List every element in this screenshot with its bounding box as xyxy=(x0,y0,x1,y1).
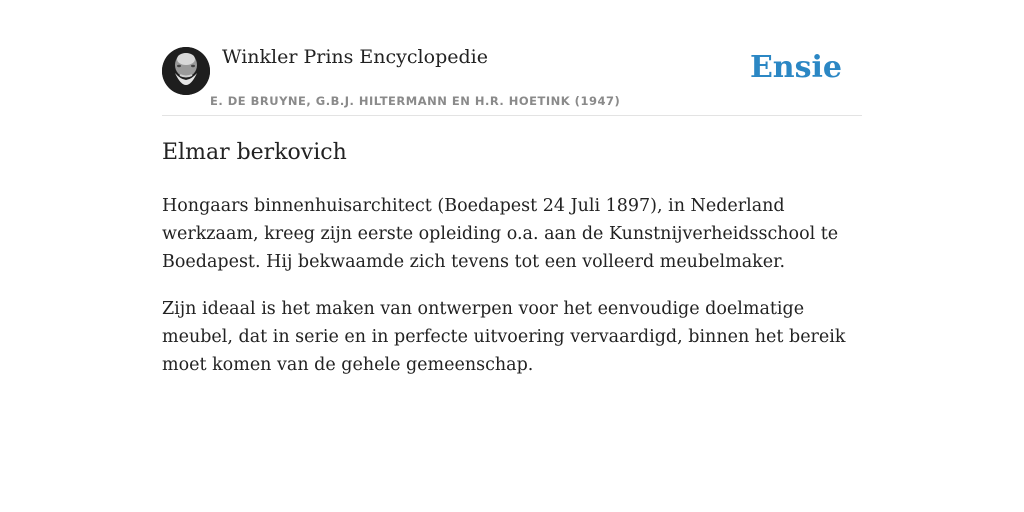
author-byline: E. DE BRUYNE, G.B.J. HILTERMANN EN H.R. HOETINK (1947) xyxy=(210,94,621,108)
page-container xyxy=(162,0,862,375)
author-portrait-icon[interactable] xyxy=(162,47,210,95)
article-body xyxy=(162,192,862,398)
article-paragraph: Hongaars binnenhuisarchitect (Boedapest 24 Juli 1897), in Nederland werkzaam, kreeg zijn eerste opleiding o.a. aan de Kunstnijverheidsschool te Boedapest. Hij bekwaamde zich tevens tot een volleerd meubelmaker. xyxy=(162,196,839,272)
article-paragraph: Zijn ideaal is het maken van ontwerpen voor het eenvoudige doelmatige meubel, dat in serie en in perfecte uitvoering vervaardigd, binnen het bereik moet komen van de gehele gemeenschap. xyxy=(162,299,846,375)
header xyxy=(162,0,862,116)
site-logo[interactable]: Ensie xyxy=(749,50,842,85)
encyclopedia-title[interactable]: Winkler Prins Encyclopedie xyxy=(222,46,488,68)
article-title: Elmar berkovich xyxy=(162,140,347,165)
